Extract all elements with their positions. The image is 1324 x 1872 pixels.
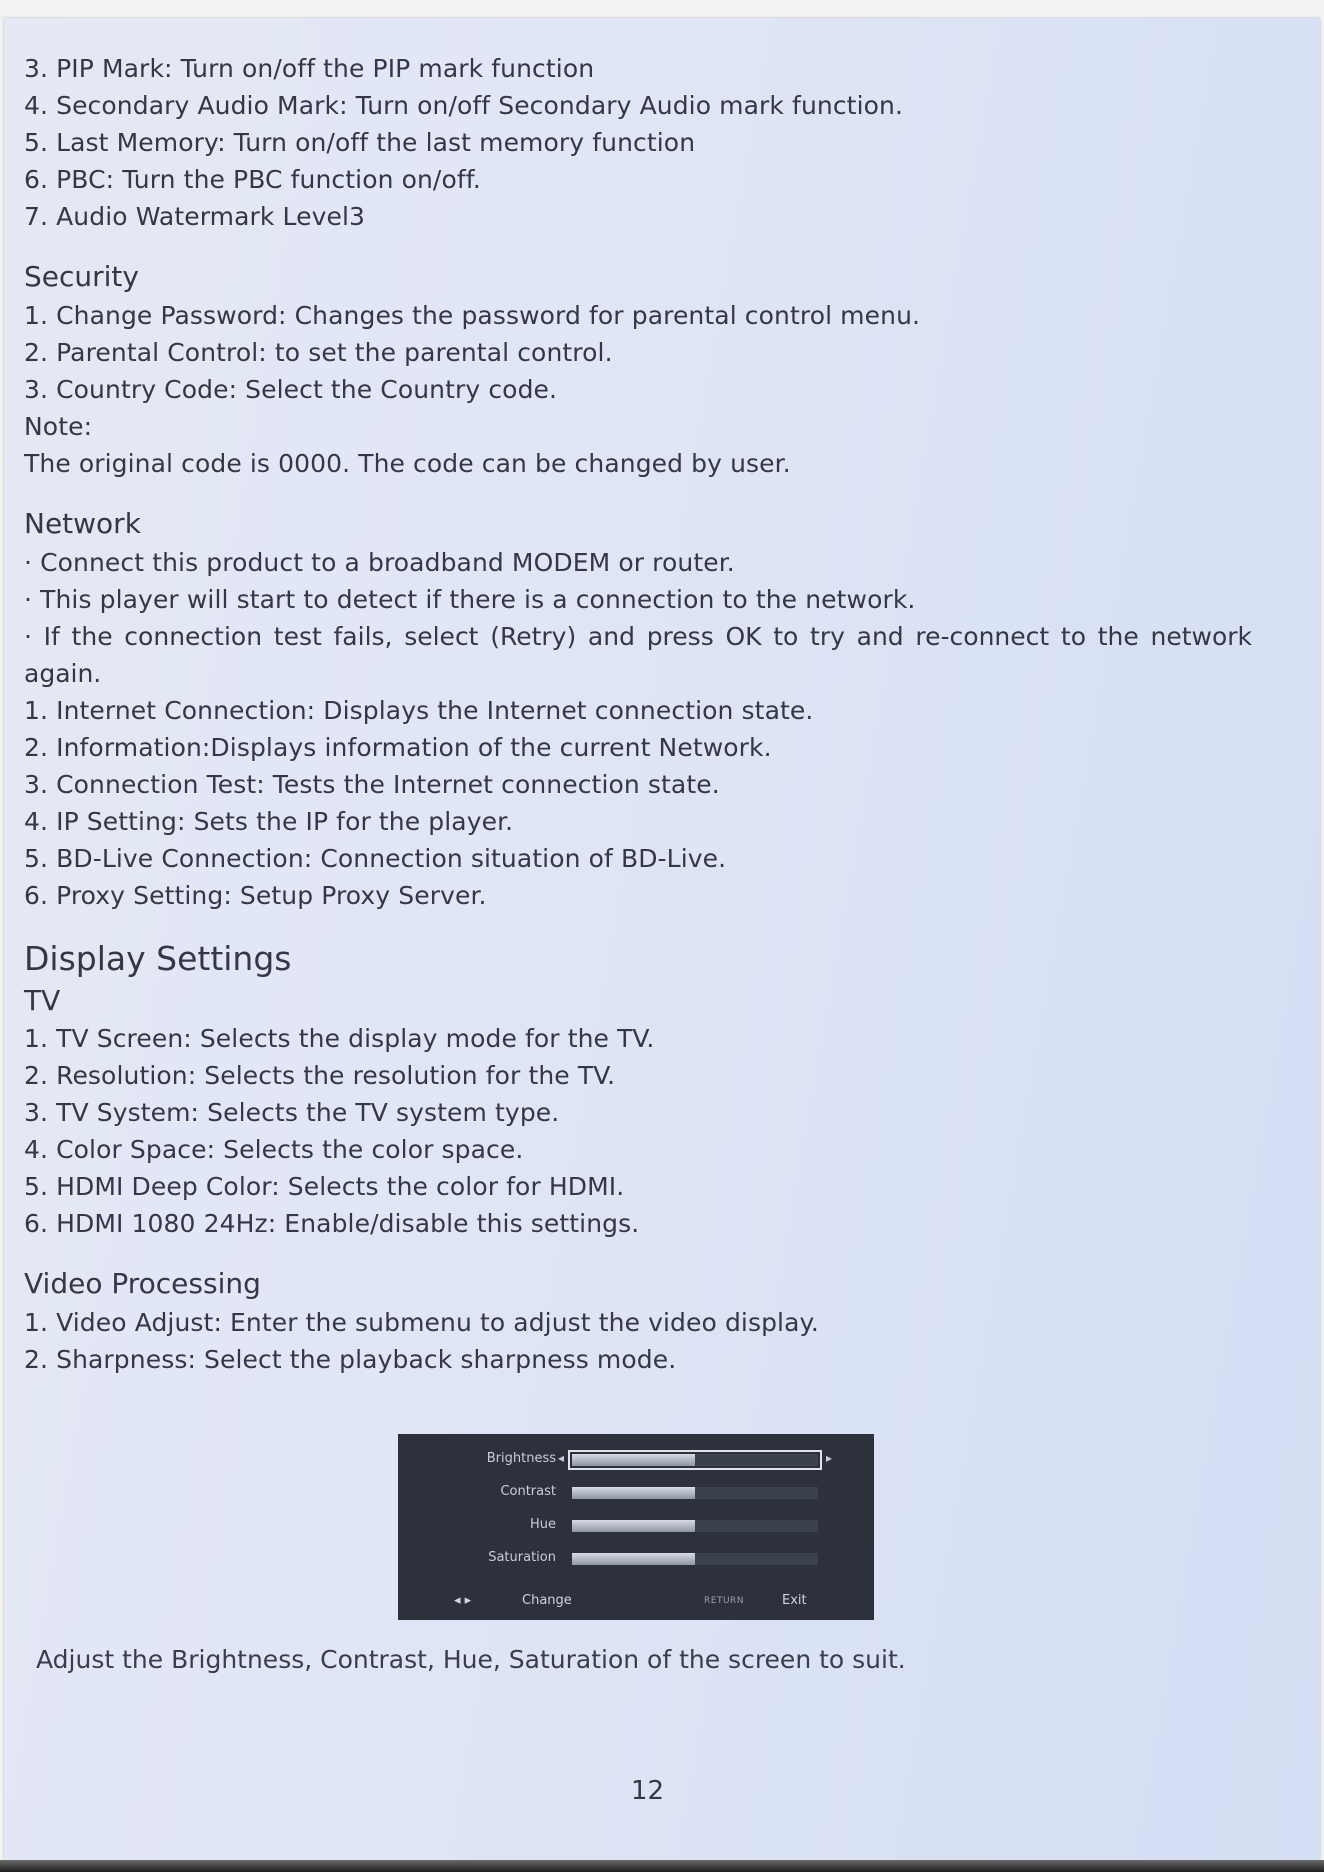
list-item: 2. Parental Control: to set the parental control. [24, 338, 613, 367]
slider-fill [572, 1487, 695, 1499]
page-content [24, 50, 1264, 1378]
osd-label: Saturation [488, 1550, 556, 1565]
caption: Adjust the Brightness, Contrast, Hue, Saturation of the screen to suit. [36, 1645, 906, 1674]
page-number: 12 [631, 1776, 665, 1806]
list-item: 5. HDMI Deep Color: Selects the color for HDMI. [24, 1172, 625, 1201]
list-item: 6. Proxy Setting: Setup Proxy Server. [24, 881, 487, 910]
osd-label: Hue [529, 1517, 556, 1532]
arrow-left-icon: ◂ [558, 1451, 565, 1465]
contrast-slider[interactable] [572, 1487, 818, 1499]
osd-row-hue[interactable] [398, 1514, 874, 1538]
list-item: 1. Internet Connection: Displays the Internet connection state. [24, 696, 814, 725]
slider-fill [572, 1553, 695, 1565]
list-item: 3. TV System: Selects the TV system type. [24, 1098, 560, 1127]
list-item: 3. PIP Mark: Turn on/off the PIP mark function [24, 54, 595, 83]
list-item: 1. Change Password: Changes the password for parental control menu. [24, 301, 921, 330]
brightness-slider[interactable] [572, 1454, 818, 1466]
list-item: 5. Last Memory: Turn on/off the last memory function [24, 128, 696, 157]
list-item: 4. Secondary Audio Mark: Turn on/off Secondary Audio mark function. [24, 91, 904, 120]
list-item: 2. Information:Displays information of the current Network. [24, 733, 772, 762]
left-right-arrows-icon: ◂ ▸ [454, 1593, 472, 1608]
security-heading: Security [24, 260, 139, 293]
exit-label[interactable]: Exit [782, 1593, 807, 1608]
list-item: 3. Connection Test: Tests the Internet connection state. [24, 770, 720, 799]
arrow-right-icon: ▸ [826, 1451, 833, 1465]
list-item: 2. Resolution: Selects the resolution for the TV. [24, 1061, 616, 1090]
list-item: 4. Color Space: Selects the color space. [24, 1135, 524, 1164]
list-item: 6. PBC: Turn the PBC function on/off. [24, 165, 481, 194]
list-item: 3. Country Code: Select the Country code. [24, 375, 558, 404]
intro-list [24, 50, 1264, 235]
list-item: 1. TV Screen: Selects the display mode for the TV. [24, 1024, 655, 1053]
list-item: 2. Sharpness: Select the playback sharpness mode. [24, 1345, 677, 1374]
video-adjust-osd [398, 1434, 874, 1620]
tv-heading: TV [24, 984, 61, 1017]
video-processing-heading: Video Processing [24, 1267, 261, 1300]
osd-label: Brightness [486, 1451, 556, 1466]
saturation-slider[interactable] [572, 1553, 818, 1565]
list-item: 6. HDMI 1080 24Hz: Enable/disable this settings. [24, 1209, 640, 1238]
bullet-item: · If the connection test fails, select (Retry) and press OK to try and re-connect to the network again. [24, 622, 1252, 688]
change-label: Change [522, 1593, 572, 1608]
bullet-item: · Connect this product to a broadband MODEM or router. [24, 548, 735, 577]
slider-fill [572, 1520, 695, 1532]
osd-label: Contrast [500, 1484, 556, 1499]
list-item: 7. Audio Watermark Level3 [24, 202, 366, 231]
note-text: The original code is 0000. The code can be changed by user. [24, 449, 791, 478]
list-item: 5. BD-Live Connection: Connection situation of BD-Live. [24, 844, 727, 873]
note-label: Note: [24, 412, 93, 441]
return-key-icon[interactable]: RETURN [704, 1596, 745, 1606]
scan-edge-shadow [0, 1860, 1324, 1872]
osd-row-brightness[interactable] [398, 1448, 874, 1472]
network-heading: Network [24, 507, 141, 540]
osd-row-saturation[interactable] [398, 1547, 874, 1571]
list-item: 1. Video Adjust: Enter the submenu to adjust the video display. [24, 1308, 819, 1337]
slider-fill [572, 1454, 695, 1466]
bullet-item: · This player will start to detect if there is a connection to the network. [24, 585, 916, 614]
list-item: 4. IP Setting: Sets the IP for the player. [24, 807, 514, 836]
display-settings-heading: Display Settings [24, 939, 292, 978]
osd-footer [398, 1590, 874, 1614]
hue-slider[interactable] [572, 1520, 818, 1532]
osd-row-contrast[interactable] [398, 1481, 874, 1505]
